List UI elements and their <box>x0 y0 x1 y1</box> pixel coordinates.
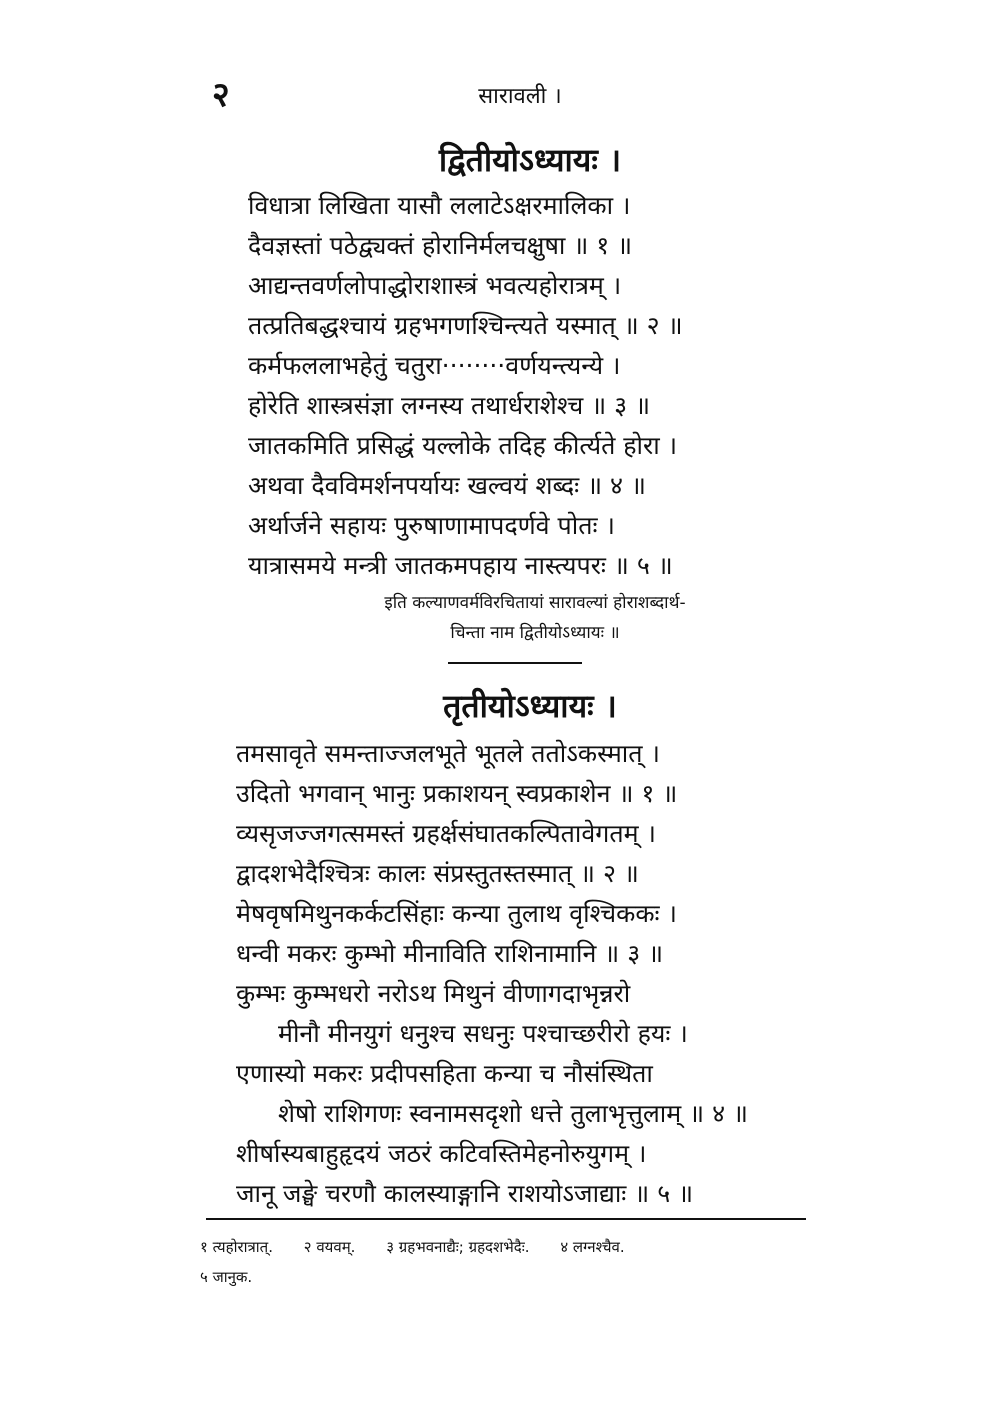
footnote: १ त्यहोरात्रात्. <box>200 1238 273 1256</box>
verse-line: धन्वी मकरः कुम्भो मीनाविति राशिनामानि ॥ ३ ॥ <box>236 939 664 968</box>
verse-line: आद्यन्तवर्णलोपाद्धोराशास्त्रं भवत्यहोरात्रम् । <box>248 271 622 300</box>
colophon-line: इति कल्याणवर्मविरचितायां सारावल्यां होराशब्दार्थ- <box>384 593 686 613</box>
verse-line: कुम्भः कुम्भधरो नरोऽथ मिथुनं वीणागदाभृन्नरो <box>236 979 631 1008</box>
verse-line: मीनौ मीनयुगं धनुश्च सधनुः पश्चाच्छरीरो हयः । <box>278 1019 688 1048</box>
chapter-2-verses <box>248 186 683 586</box>
verse-line: व्यसृजज्जगत्समस्तं ग्रहर्क्षसंघातकल्पितावेगतम् । <box>236 819 656 848</box>
verse-line: जातकमिति प्रसिद्धं यल्लोके तदिह कीर्त्यते होरा । <box>248 431 678 460</box>
verse-line: होरेति शास्त्रसंज्ञा लग्नस्य तथार्धराशेश्च ॥ ३ ॥ <box>248 391 651 420</box>
footnote-line <box>200 1262 820 1292</box>
verse-line: यात्रासमये मन्त्री जातकमपहाय नास्त्यपरः ॥ ५ ॥ <box>248 551 673 580</box>
verse-line: एणास्यो मकरः प्रदीपसहिता कन्या च नौसंस्थिता <box>236 1059 653 1088</box>
verse-line: तमसावृते समन्ताज्जलभूते भूतले ततोऽकस्मात् । <box>236 739 660 768</box>
chapter-2-title: द्वितीयोऽध्यायः । <box>438 141 622 179</box>
verse-line: शेषो राशिगणः स्वनामसदृशो धत्ते तुलाभृत्तुलाम् ॥ ४ ॥ <box>278 1099 749 1128</box>
page-number: २ <box>212 75 230 115</box>
footnotes <box>200 1232 820 1292</box>
footnote: २ वयवम्. <box>303 1238 356 1256</box>
footnote-line <box>200 1232 820 1262</box>
verse-line: द्वादशभेदैश्चित्रः कालः संप्रस्तुतस्तस्मात् ॥ २ ॥ <box>236 859 639 888</box>
verse-line: अथवा दैवविमर्शनपर्यायः खल्वयं शब्दः ॥ ४ ॥ <box>248 471 646 500</box>
chapter-3-verses <box>236 734 748 1214</box>
footnote: ५ जानुक. <box>200 1268 253 1286</box>
verse-line: तत्प्रतिबद्धश्चायं ग्रहभगणश्चिन्त्यते यस्मात् ॥ २ ॥ <box>248 311 683 340</box>
verse-line: कर्मफललाभहेतुं चतुरा········वर्णयन्त्यन्ये । <box>248 351 621 380</box>
verse-line: जानू जङ्घे चरणौ कालस्याङ्गानि राशयोऽजाद्याः ॥ ५ ॥ <box>236 1179 694 1208</box>
chapter-divider <box>448 662 582 664</box>
verse-line: शीर्षास्यबाहुहृदयं जठरं कटिवस्तिमेहनोरुयुगम् । <box>236 1139 647 1168</box>
verse-line: मेषवृषमिथुनकर्कटसिंहाः कन्या तुलाथ वृश्चिककः । <box>236 899 677 928</box>
footnote: ४ लग्नश्चैव. <box>560 1238 625 1256</box>
verse-line: उदितो भगवान् भानुः प्रकाशयन् स्वप्रकाशेन ॥ १ ॥ <box>236 779 678 808</box>
footnote: ३ ग्रहभवनाद्यैः; ग्रहदशभेदैः. <box>386 1238 530 1256</box>
chapter-2-colophon <box>0 588 1000 648</box>
colophon-line: चिन्ता नाम द्वितीयोऽध्यायः ॥ <box>450 623 620 643</box>
chapter-3-title: तृतीयोऽध्यायः । <box>443 687 617 725</box>
footnote-rule <box>206 1218 806 1220</box>
verse-line: दैवज्ञस्तां पठेद्व्यक्तं होरानिर्मलचक्षुषा ॥ १ ॥ <box>248 231 633 260</box>
running-title: सारावली । <box>478 84 562 109</box>
verse-line: विधात्रा लिखिता यासौ ललाटेऽक्षरमालिका । <box>248 191 631 220</box>
verse-line: अर्थार्जने सहायः पुरुषाणामापदर्णवे पोतः । <box>248 511 615 540</box>
